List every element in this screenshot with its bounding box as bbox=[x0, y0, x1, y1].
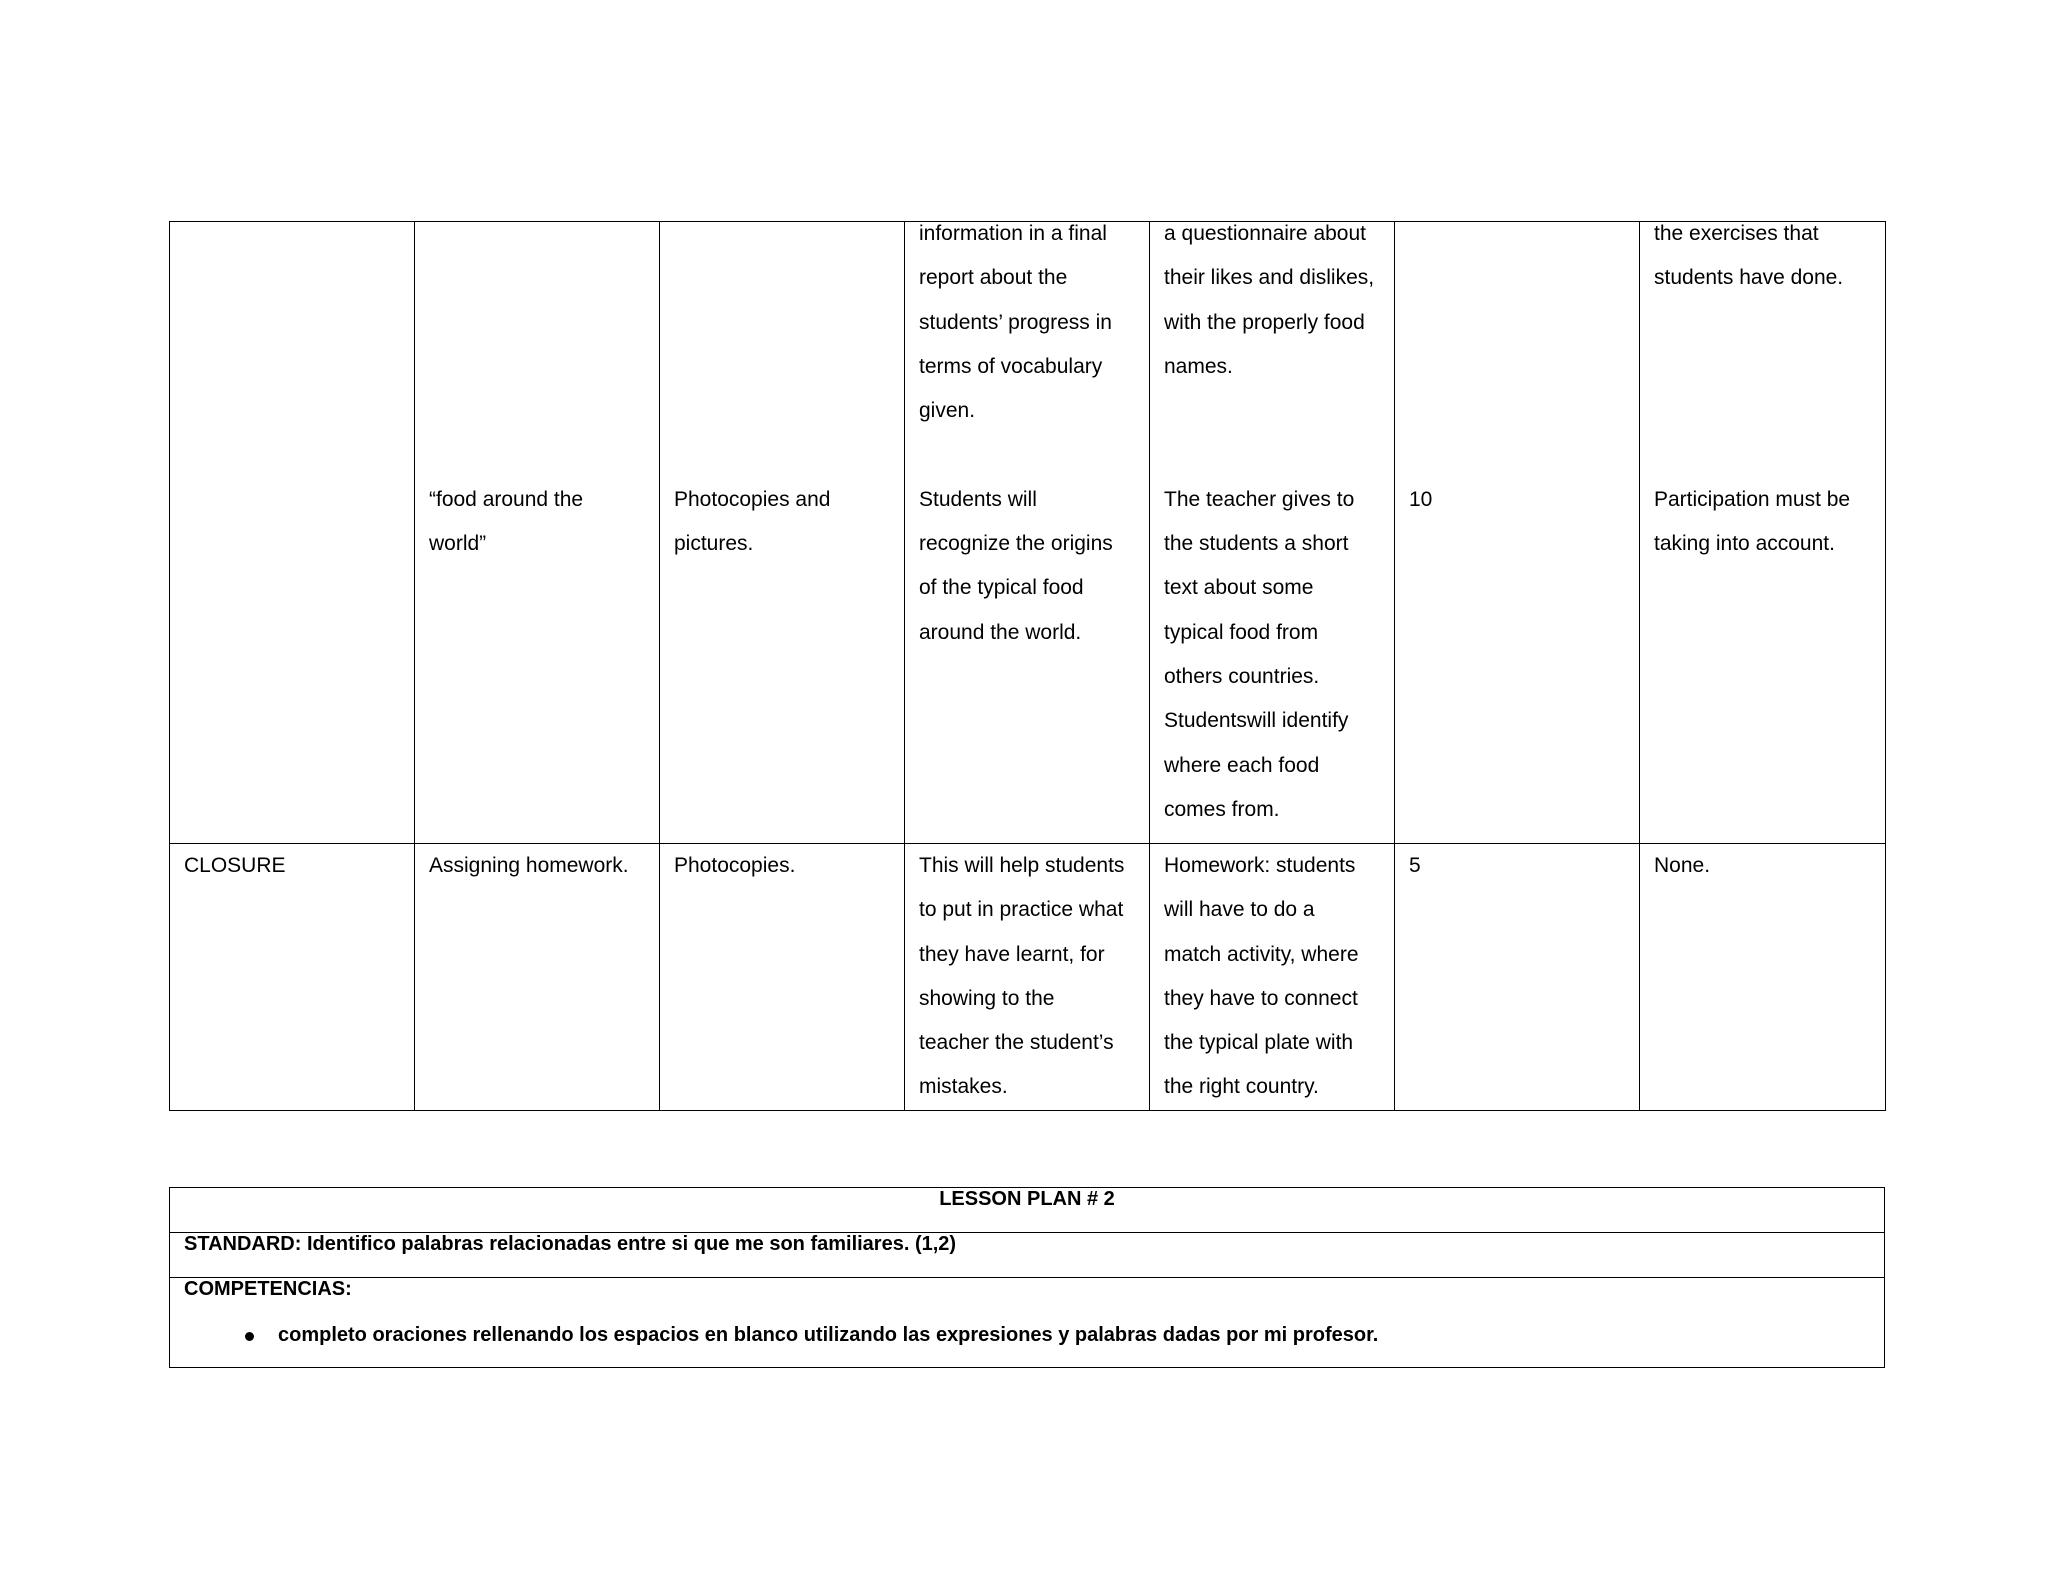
procedure-line: with the properly food bbox=[1164, 310, 1365, 334]
materials-line: Photocopies and bbox=[674, 487, 831, 511]
evaluation-line: students have done. bbox=[1654, 266, 1844, 290]
competencia-text: completo oraciones rellenando los espacios en blanco utilizando las expresiones y palabras dadas por mi profesor. bbox=[278, 1324, 1379, 1346]
materials-line: pictures. bbox=[674, 532, 754, 556]
time-cell bbox=[1395, 844, 1640, 1111]
materials-cell bbox=[660, 222, 905, 844]
lesson-plan-title: LESSON PLAN # 2 bbox=[170, 1188, 1885, 1233]
procedure-line: the students a short bbox=[1164, 532, 1349, 556]
bullet-icon bbox=[245, 1332, 254, 1341]
table-row bbox=[170, 1233, 1885, 1278]
time-cell bbox=[1395, 222, 1640, 844]
objective-line: terms of vocabulary bbox=[919, 354, 1103, 378]
evaluation-line: Participation must be bbox=[1654, 487, 1851, 511]
objective-line: teacher the student’s bbox=[919, 1031, 1114, 1055]
objective-line: of the typical food bbox=[919, 576, 1084, 600]
stage-cell bbox=[170, 844, 415, 1111]
stage-label: CLOSURE bbox=[184, 854, 286, 877]
evaluation-cell bbox=[1640, 222, 1886, 844]
procedure-cell bbox=[1150, 222, 1395, 844]
procedure-line: a questionnaire about bbox=[1164, 222, 1366, 245]
procedure-line: the right country. bbox=[1164, 1075, 1319, 1099]
stage-cell bbox=[170, 222, 415, 844]
competencias-list bbox=[184, 1324, 1870, 1346]
evaluation-line: taking into account. bbox=[1654, 532, 1835, 556]
evaluation-cell bbox=[1640, 844, 1886, 1111]
objective-line: showing to the bbox=[919, 986, 1055, 1010]
procedure-line: the typical plate with bbox=[1164, 1031, 1354, 1055]
procedure-line: text about some bbox=[1164, 576, 1314, 600]
objective-line: given. bbox=[919, 399, 976, 423]
procedure-line: typical food from bbox=[1164, 620, 1319, 644]
procedure-line: others countries. bbox=[1164, 664, 1320, 688]
activity-cell bbox=[415, 222, 660, 844]
table-row bbox=[170, 1278, 1885, 1368]
evaluation-line: None. bbox=[1654, 854, 1711, 877]
activity-line: Assigning homework. bbox=[429, 854, 629, 877]
materials-cell bbox=[660, 844, 905, 1111]
objective-line: recognize the origins bbox=[919, 532, 1113, 556]
objective-line: mistakes. bbox=[919, 1075, 1008, 1099]
procedure-line: The teacher gives to bbox=[1164, 487, 1355, 511]
competencias-label: COMPETENCIAS: bbox=[184, 1278, 352, 1300]
table-row bbox=[170, 1188, 1885, 1233]
objective-line: information in a final bbox=[919, 222, 1107, 245]
materials-line: Photocopies. bbox=[674, 854, 796, 877]
procedure-line: they have to connect bbox=[1164, 986, 1358, 1010]
activity-line: world” bbox=[429, 532, 487, 556]
table-row bbox=[170, 222, 1886, 844]
objective-line: they have learnt, for bbox=[919, 942, 1105, 966]
lesson-plan-header-table bbox=[169, 1187, 1885, 1368]
list-item bbox=[184, 1324, 1870, 1346]
activity-line: “food around the bbox=[429, 487, 584, 511]
objective-cell bbox=[905, 844, 1150, 1111]
objective-cell bbox=[905, 222, 1150, 844]
procedure-line: Homework: students bbox=[1164, 854, 1356, 877]
objective-line: to put in practice what bbox=[919, 898, 1124, 922]
procedure-line: Studentswill identify bbox=[1164, 709, 1349, 733]
objective-line: Students will bbox=[919, 487, 1037, 511]
procedure-line: match activity, where bbox=[1164, 942, 1359, 966]
procedure-cell bbox=[1150, 844, 1395, 1111]
activity-cell bbox=[415, 844, 660, 1111]
objective-line: This will help students bbox=[919, 854, 1125, 877]
procedure-line: names. bbox=[1164, 354, 1233, 378]
procedure-line: their likes and dislikes, bbox=[1164, 266, 1375, 290]
procedure-line: where each food bbox=[1164, 753, 1320, 777]
time-value: 5 bbox=[1409, 854, 1421, 877]
objective-line: report about the bbox=[919, 266, 1068, 290]
procedure-line: will have to do a bbox=[1164, 898, 1315, 922]
lesson-activities-table bbox=[169, 221, 1886, 1111]
objective-line: around the world. bbox=[919, 620, 1082, 644]
time-value: 10 bbox=[1409, 487, 1433, 511]
procedure-line: comes from. bbox=[1164, 797, 1280, 821]
competencias-cell bbox=[170, 1278, 1885, 1368]
objective-line: students’ progress in bbox=[919, 310, 1112, 334]
standard-text: STANDARD: Identifico palabras relacionadas entre si que me son familiares. (1,2) bbox=[170, 1233, 1885, 1278]
evaluation-line: the exercises that bbox=[1654, 222, 1819, 245]
table-row bbox=[170, 844, 1886, 1111]
